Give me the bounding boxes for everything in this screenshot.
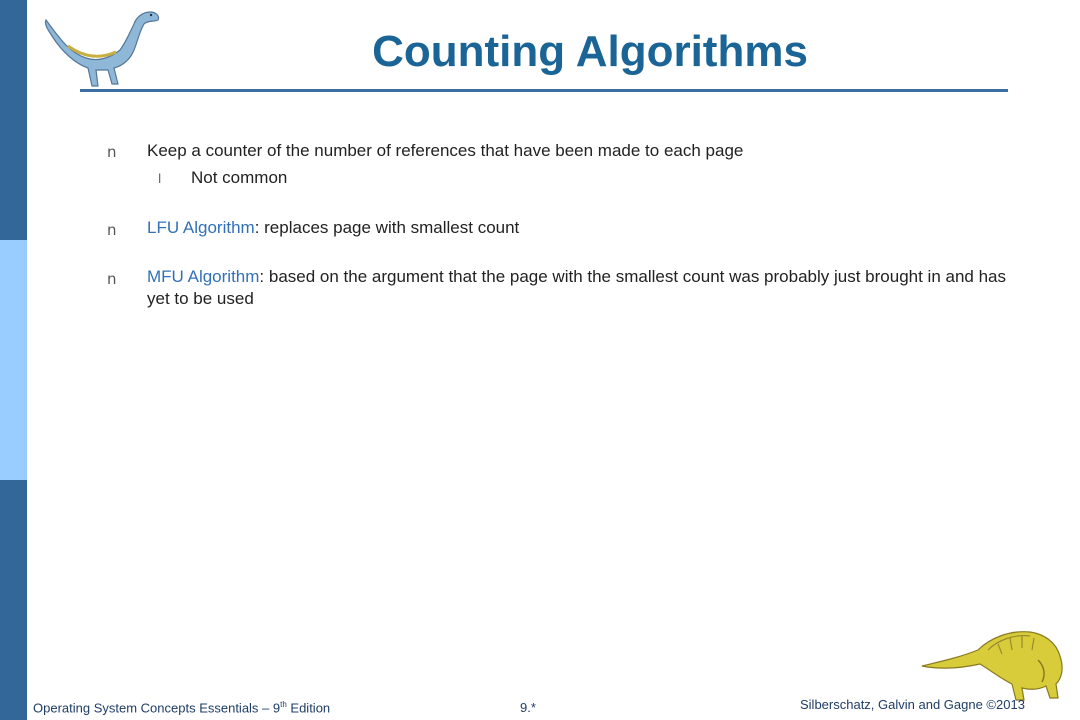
footer-slide-number: 9.* xyxy=(520,700,536,715)
slide-title: Counting Algorithms xyxy=(372,27,808,76)
bullet-marker: n xyxy=(107,143,117,161)
footer-book-title-sup: th xyxy=(280,700,287,709)
footer-book-title-main: Operating System Concepts Essentials – 9 xyxy=(33,700,281,716)
dinosaur-logo-bottom xyxy=(918,620,1068,702)
lfu-description: : replaces page with smallest count xyxy=(254,218,520,237)
side-accent-bar xyxy=(0,0,27,720)
mfu-term: MFU Algorithm xyxy=(147,267,260,286)
footer-copyright: Silberschatz, Galvin and Gagne ©2013 xyxy=(800,697,1025,712)
lfu-term: LFU Algorithm xyxy=(147,218,255,237)
dinosaur-logo-top xyxy=(38,6,164,90)
side-bar-dark-top xyxy=(0,0,27,240)
bullet-lfu xyxy=(147,217,1027,239)
mfu-description: : based on the argument that the page with the smallest count was probably just brought in and has yet to be used xyxy=(147,267,1007,308)
sub-bullet-marker: l xyxy=(158,172,162,186)
bullet-marker: n xyxy=(107,221,117,239)
bullet-marker: n xyxy=(107,270,117,288)
sub-bullet-not-common: Not common xyxy=(191,168,288,187)
bullet-counter-text: Keep a counter of the number of references that have been made to each page xyxy=(147,141,744,160)
footer-book-title xyxy=(33,700,330,715)
title-divider xyxy=(80,89,1008,92)
footer-book-title-tail: Edition xyxy=(286,700,331,716)
side-bar-light-middle xyxy=(0,240,27,480)
side-bar-dark-bottom xyxy=(0,480,27,720)
bullet-mfu xyxy=(147,266,1007,310)
